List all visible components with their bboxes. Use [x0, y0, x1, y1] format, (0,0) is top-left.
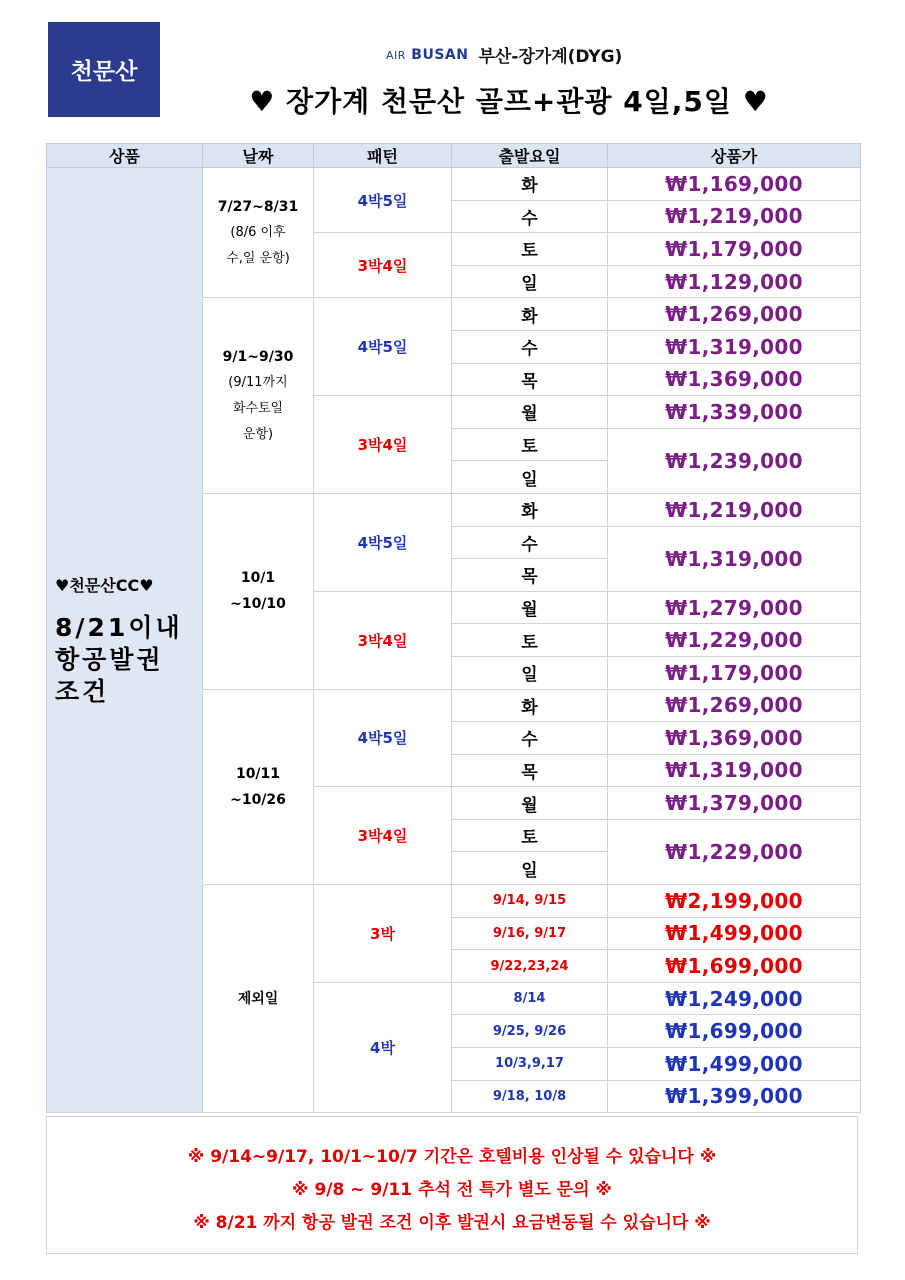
pattern-cell: 4박5일 — [314, 493, 452, 591]
price-cell: ₩1,369,000 — [608, 363, 861, 396]
note-line: ※ 8/21 까지 항공 발권 조건 이후 발권시 요금변동될 수 있습니다 ※ — [193, 1213, 711, 1233]
day-cell: 토 — [452, 428, 608, 461]
col-header-product: 상품 — [47, 144, 203, 168]
price-cell: ₩2,199,000 — [608, 885, 861, 918]
day-cell: 화 — [452, 298, 608, 331]
pattern-cell: 3박 — [314, 885, 452, 983]
day-cell: 일 — [452, 265, 608, 298]
product-condition: 8/21이내 — [55, 612, 183, 642]
pattern-cell: 3박4일 — [314, 233, 452, 298]
day-cell: 화 — [452, 168, 608, 201]
price-cell: ₩1,369,000 — [608, 722, 861, 755]
product-name: ♥천문산CC♥ — [55, 575, 154, 595]
pattern-cell: 3박4일 — [314, 591, 452, 689]
heart-icon: ♥ — [742, 85, 769, 118]
day-cell: 월 — [452, 787, 608, 820]
price-table — [46, 143, 861, 1113]
price-cell: ₩1,249,000 — [608, 982, 861, 1015]
excluded-date-cell: 9/16, 9/17 — [452, 917, 608, 950]
day-cell: 목 — [452, 363, 608, 396]
period-date: 10/1 ~10/10 — [203, 493, 314, 689]
price-cell: ₩1,179,000 — [608, 656, 861, 689]
day-cell: 월 — [452, 591, 608, 624]
day-cell: 토 — [452, 819, 608, 852]
price-cell: ₩1,319,000 — [608, 526, 861, 591]
notes-box — [46, 1116, 858, 1254]
price-cell: ₩1,699,000 — [608, 950, 861, 983]
heart-icon: ♥ — [249, 85, 276, 118]
day-cell: 목 — [452, 754, 608, 787]
day-cell: 화 — [452, 689, 608, 722]
price-cell: ₩1,499,000 — [608, 1048, 861, 1081]
day-cell: 일 — [452, 461, 608, 494]
price-cell: ₩1,269,000 — [608, 298, 861, 331]
period-date: 9/1~9/30 (9/11까지 화수토일 운항) — [203, 298, 314, 494]
title-text: 장가계 천문산 골프+관광 4일,5일 — [286, 85, 732, 118]
excluded-label: 제외일 — [203, 885, 314, 1113]
day-cell: 수 — [452, 722, 608, 755]
pattern-cell: 4박 — [314, 982, 452, 1112]
period-date: 7/27~8/31 (8/6 이후 수,일 운항) — [203, 168, 314, 298]
excluded-date-cell: 10/3,9,17 — [452, 1048, 608, 1081]
col-header-date: 날짜 — [203, 144, 314, 168]
note-line: ※ 9/8 ~ 9/11 추석 전 특가 별도 문의 ※ — [292, 1180, 612, 1200]
price-cell: ₩1,319,000 — [608, 330, 861, 363]
price-cell: ₩1,169,000 — [608, 168, 861, 201]
day-cell: 토 — [452, 624, 608, 657]
day-cell: 일 — [452, 656, 608, 689]
day-cell: 수 — [452, 200, 608, 233]
price-cell: ₩1,379,000 — [608, 787, 861, 820]
day-cell: 화 — [452, 493, 608, 526]
price-cell: ₩1,499,000 — [608, 917, 861, 950]
destination-badge: 천문산 — [48, 22, 160, 117]
price-cell: ₩1,179,000 — [608, 233, 861, 266]
product-cell — [47, 168, 203, 1113]
price-cell: ₩1,129,000 — [608, 265, 861, 298]
page-title — [214, 80, 804, 120]
price-cell: ₩1,229,000 — [608, 819, 861, 884]
day-cell: 수 — [452, 526, 608, 559]
pattern-cell: 4박5일 — [314, 298, 452, 396]
pattern-cell: 3박4일 — [314, 396, 452, 494]
pattern-cell: 4박5일 — [314, 168, 452, 233]
product-condition: 조건 — [55, 676, 110, 706]
day-cell: 수 — [452, 330, 608, 363]
period-date: 10/11 ~10/26 — [203, 689, 314, 885]
price-cell: ₩1,319,000 — [608, 754, 861, 787]
price-cell: ₩1,239,000 — [608, 428, 861, 493]
price-cell: ₩1,219,000 — [608, 200, 861, 233]
excluded-date-cell: 9/18, 10/8 — [452, 1080, 608, 1113]
air-busan-logo: AIR BUSAN — [386, 46, 469, 63]
price-cell: ₩1,399,000 — [608, 1080, 861, 1113]
day-cell: 목 — [452, 559, 608, 592]
table-row — [47, 168, 861, 201]
airline-header — [386, 42, 622, 67]
price-cell: ₩1,699,000 — [608, 1015, 861, 1048]
excluded-date-cell: 9/22,23,24 — [452, 950, 608, 983]
col-header-departure-day: 출발요일 — [452, 144, 608, 168]
pattern-cell: 3박4일 — [314, 787, 452, 885]
price-cell: ₩1,229,000 — [608, 624, 861, 657]
route-label: 부산-장가계(DYG) — [478, 47, 623, 67]
day-cell: 토 — [452, 233, 608, 266]
price-cell: ₩1,279,000 — [608, 591, 861, 624]
excluded-date-cell: 9/14, 9/15 — [452, 885, 608, 918]
price-cell: ₩1,269,000 — [608, 689, 861, 722]
price-cell: ₩1,219,000 — [608, 493, 861, 526]
col-header-pattern: 패턴 — [314, 144, 452, 168]
day-cell: 월 — [452, 396, 608, 429]
excluded-date-cell: 9/25, 9/26 — [452, 1015, 608, 1048]
day-cell: 일 — [452, 852, 608, 885]
table-header-row — [47, 144, 861, 168]
price-cell: ₩1,339,000 — [608, 396, 861, 429]
product-condition: 항공발권 — [55, 644, 164, 674]
pattern-cell: 4박5일 — [314, 689, 452, 787]
excluded-date-cell: 8/14 — [452, 982, 608, 1015]
col-header-price: 상품가 — [608, 144, 861, 168]
note-line: ※ 9/14~9/17, 10/1~10/7 기간은 호텔비용 인상될 수 있습니다 ※ — [187, 1147, 717, 1167]
